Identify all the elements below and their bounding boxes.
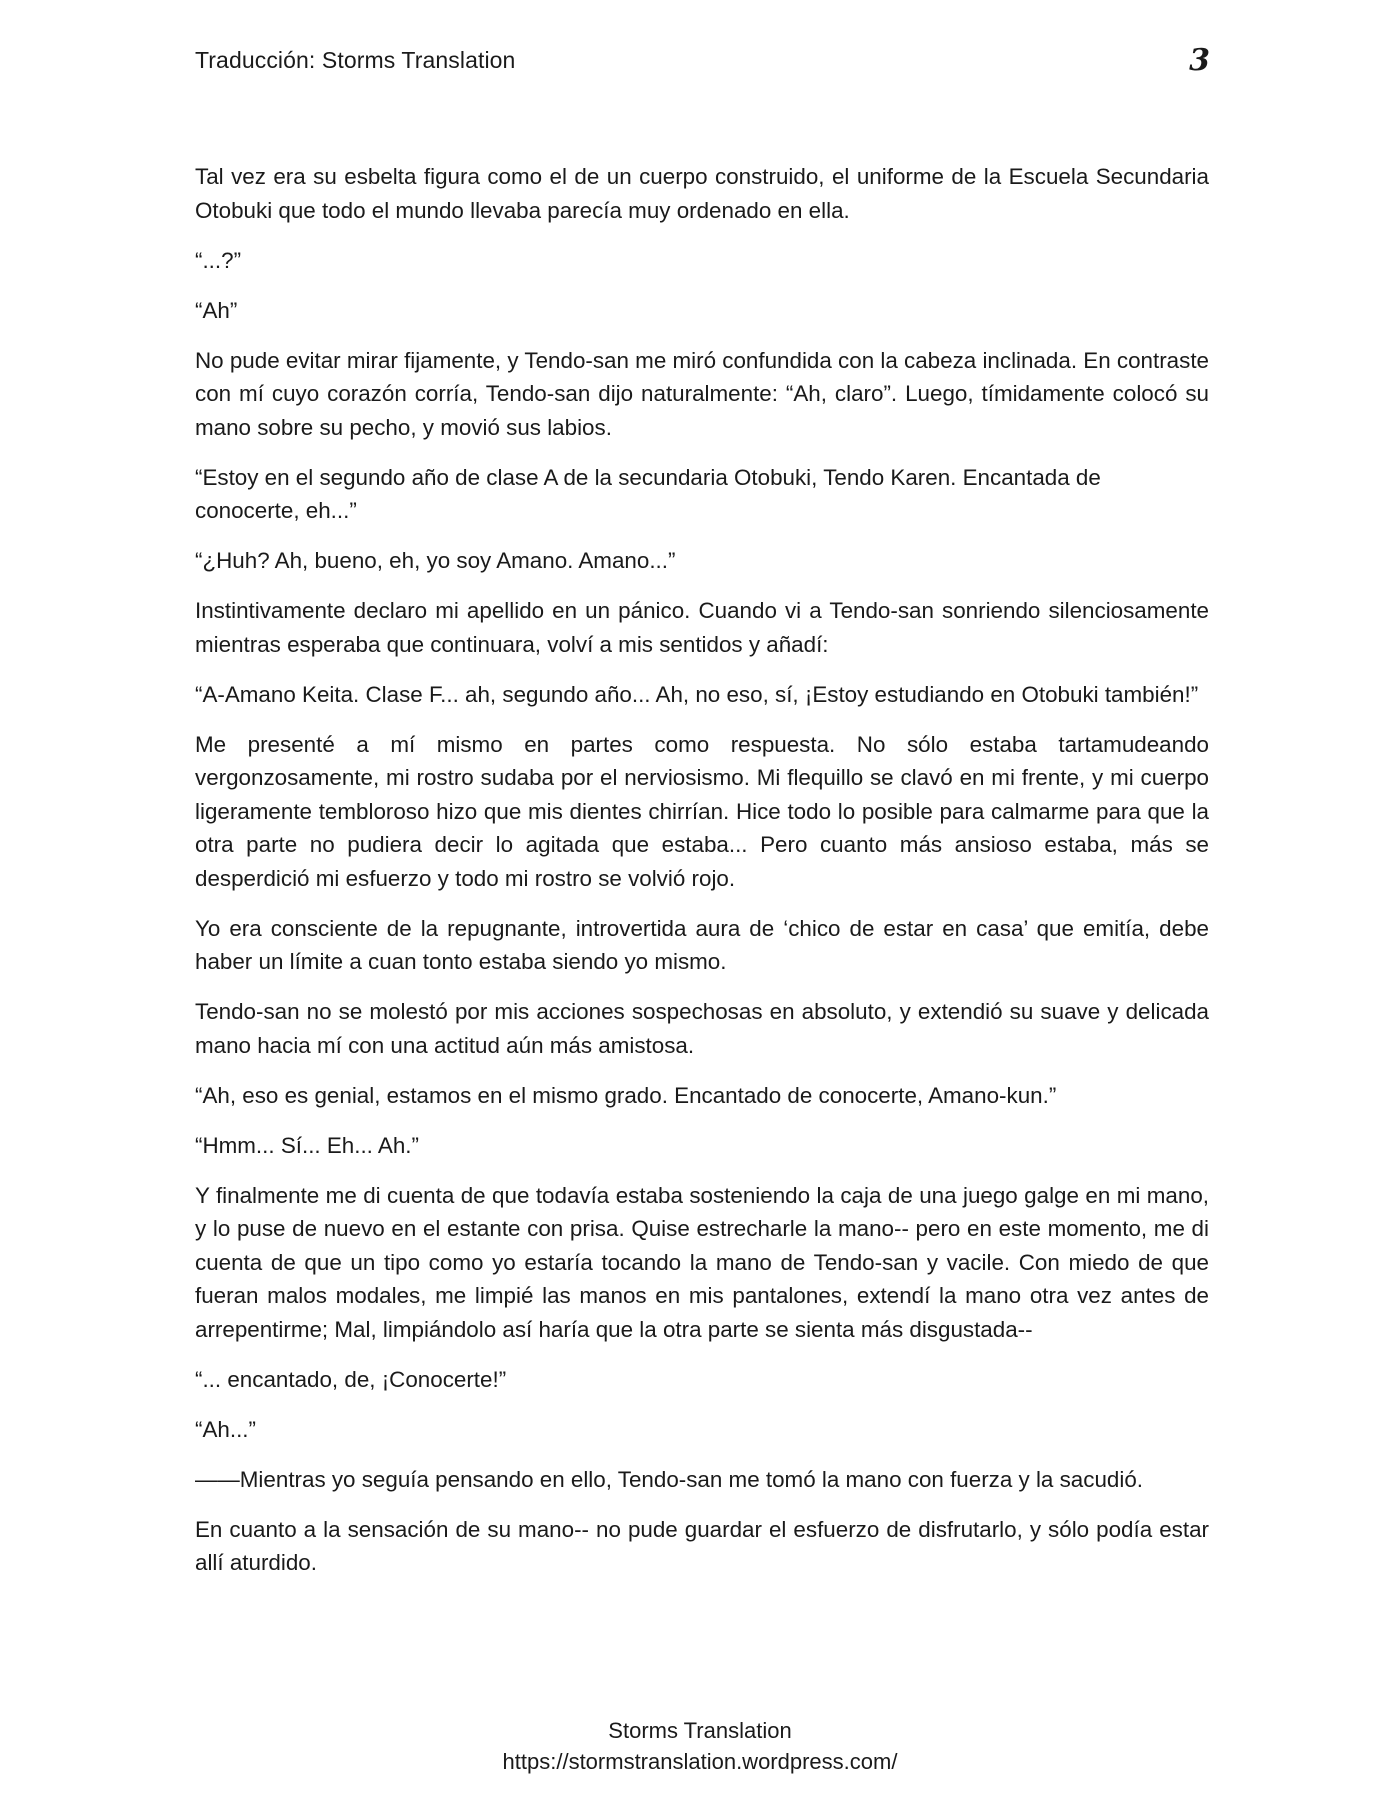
paragraph: “Ah”	[195, 297, 238, 323]
footer-site-name: Storms Translation	[608, 1718, 792, 1743]
body-text	[195, 160, 1209, 1596]
paragraph: En cuanto a la sensación de su mano-- no pude guardar el esfuerzo de disfrutarlo, y sólo podía estar allí aturdido.	[195, 1516, 1209, 1575]
header-title: Traducción: Storms Translation	[195, 46, 516, 73]
paragraph: “A-Amano Keita. Clase F... ah, segundo año... Ah, no eso, sí, ¡Estoy estudiando en Otobuki también!”	[195, 681, 1199, 707]
paragraph: Instintivamente declaro mi apellido en un pánico. Cuando vi a Tendo-san sonriendo silenciosamente mientras esperaba que continuara, volví a mis sentidos y añadí:	[195, 598, 1209, 657]
page-footer	[0, 1715, 1400, 1777]
paragraph: Tendo-san no se molestó por mis acciones sospechosas en absoluto, y extendió su suave y delicada mano hacia mí con una actitud aún más amistosa.	[195, 999, 1209, 1058]
paragraph: Y finalmente me di cuenta de que todavía estaba sosteniendo la caja de una juego galge en mi mano, y lo puse de nuevo en el estante con prisa. Quise estrecharle la mano-- pero en este momento, me di cuenta de que un tipo como yo estaría tocando la mano de Tendo-san y vacile. Con miedo de que fueran malos modales, me limpié las manos en mis pantalones, extendí la mano otra vez antes de arrepentirme; Mal, limpiándolo así haría que la otra parte se sienta más disgustada--	[195, 1182, 1209, 1342]
paragraph: “Ah, eso es genial, estamos en el mismo grado. Encantado de conocerte, Amano-kun.”	[195, 1082, 1057, 1108]
paragraph: “...?”	[195, 247, 242, 273]
paragraph: “Ah...”	[195, 1416, 256, 1442]
page-header	[195, 40, 1210, 80]
paragraph: Me presenté a mí mismo en partes como respuesta. No sólo estaba tartamudeando vergonzosamente, mi rostro sudaba por el nerviosismo. Mi flequillo se clavó en mi frente, y mi cuerpo ligeramente tembloroso hizo que mis dientes chirrían. Hice todo lo posible para calmarme para que la otra parte no pudiera decir lo agitada que estaba... Pero cuanto más ansioso estaba, más se desperdició mi esfuerzo y todo mi rostro se volvió rojo.	[195, 731, 1209, 891]
paragraph: Yo era consciente de la repugnante, introvertida aura de ‘chico de estar en casa’ que emitía, debe haber un límite a cuan tonto estaba siendo yo mismo.	[195, 915, 1209, 974]
paragraph: ——Mientras yo seguía pensando en ello, Tendo-san me tomó la mano con fuerza y la sacudió.	[195, 1466, 1143, 1492]
paragraph: “... encantado, de, ¡Conocerte!”	[195, 1366, 507, 1392]
paragraph: “¿Huh? Ah, bueno, eh, yo soy Amano. Amano...”	[195, 548, 676, 573]
paragraph: “Estoy en el segundo año de clase A de la secundaria Otobuki, Tendo Karen. Encantada de conocerte, eh...”	[195, 464, 1101, 523]
paragraph: Tal vez era su esbelta figura como el de un cuerpo construido, el uniforme de la Escuela Secundaria Otobuki que todo el mundo llevaba parecía muy ordenado en ella.	[195, 164, 1209, 223]
page-number: 3	[1189, 42, 1210, 78]
paragraph: “Hmm... Sí... Eh... Ah.”	[195, 1132, 419, 1158]
paragraph: No pude evitar mirar fijamente, y Tendo-san me miró confundida con la cabeza inclinada. En contraste con mí cuyo corazón corría, Tendo-san dijo naturalmente: “Ah, claro”. Luego, tímidamente colocó su mano sobre su pecho, y movió sus labios.	[195, 347, 1209, 440]
footer-url: https://stormstranslation.wordpress.com/	[502, 1749, 898, 1774]
